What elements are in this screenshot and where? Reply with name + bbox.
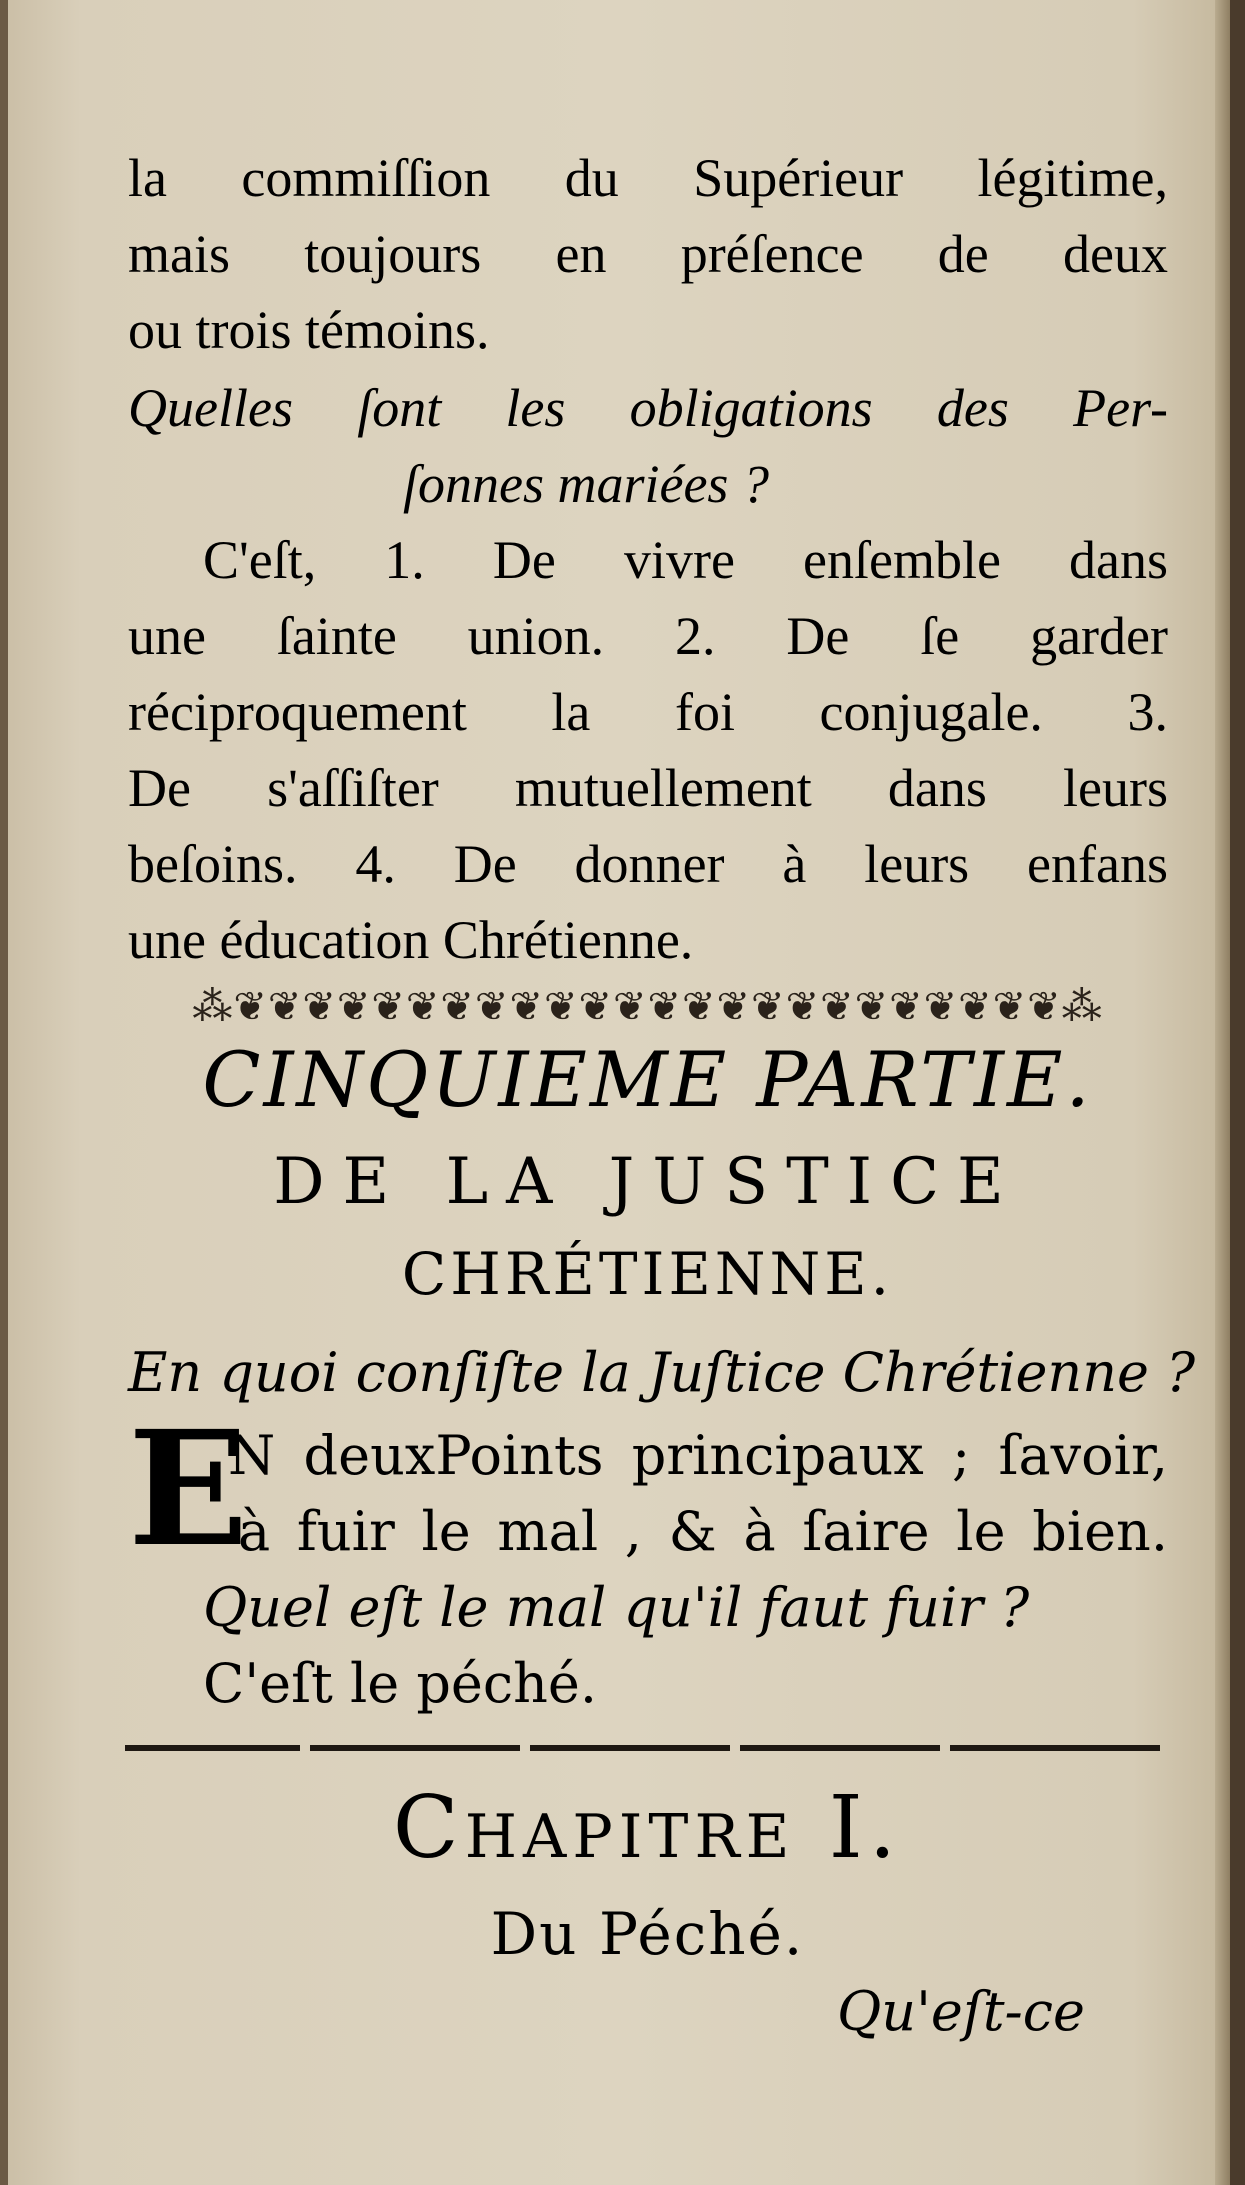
answer-line: beſoins. 4. De donner à leurs enfans [128, 834, 1168, 894]
rule-segment [310, 1745, 520, 1751]
ornamental-divider: ⁂❦❦❦❦❦❦❦❦❦❦❦❦❦❦❦❦❦❦❦❦❦❦❦❦⁂ [192, 985, 1103, 1029]
answer-line: C'eſt, 1. De vivre enſemble dans [203, 530, 1168, 590]
text-line: ou trois témoins. [128, 300, 490, 360]
chapter-subtitle: Du Péché. [490, 1900, 805, 1968]
section-title: DE LA JUSTICE [273, 1145, 1022, 1219]
horizontal-rule [125, 1745, 1170, 1753]
catchword: Qu'eſt-ce [837, 1980, 1085, 2043]
rule-segment [740, 1745, 940, 1751]
rule-segment [530, 1745, 730, 1751]
question-line: Quel eſt le mal qu'il faut fuir ? [203, 1576, 1030, 1639]
section-title-continued: CHRÉTIENNE. [401, 1240, 894, 1308]
text-line: mais toujours en préſence de deux [128, 224, 1168, 284]
question-married-obligations [128, 370, 1168, 522]
answer-line: à fuir le mal , & à ſaire le bien. [238, 1500, 1168, 1563]
question-line: ſonnes mariées ? [403, 454, 769, 514]
part-title: CINQUIEME PARTIE. [202, 1035, 1093, 1124]
rule-segment [950, 1745, 1160, 1751]
question-line: Quelles ſont les obligations des Per- [128, 378, 1168, 438]
text-line: la commiſſion du Supérieur légitime, [128, 148, 1168, 208]
chapter-title: Chapitre I. [392, 1778, 903, 1878]
answer-line: De s'aſſiſter mutuellement dans leurs [128, 758, 1168, 818]
answer-line: réciproquement la foi conjugale. 3. [128, 682, 1168, 742]
answer-line: une ſainte union. 2. De ſe garder [128, 606, 1168, 666]
drop-cap: E [128, 1397, 249, 1582]
page-edge [1215, 0, 1230, 2185]
answer-line: C'eſt le péché. [203, 1652, 598, 1715]
answer-line: une éducation Chrétienne. [128, 910, 694, 970]
answer-christian-justice [128, 1397, 1168, 1722]
rule-segment [125, 1745, 300, 1751]
question-christian-justice: En quoi conſiſte la Juſtice Chrétienne ? [128, 1341, 1196, 1404]
answer-married-obligations [128, 522, 1168, 978]
paragraph-continuation [128, 140, 1168, 368]
book-spine [0, 0, 8, 2185]
answer-line: N deuxPoints principaux ; ſavoir, [228, 1424, 1168, 1487]
